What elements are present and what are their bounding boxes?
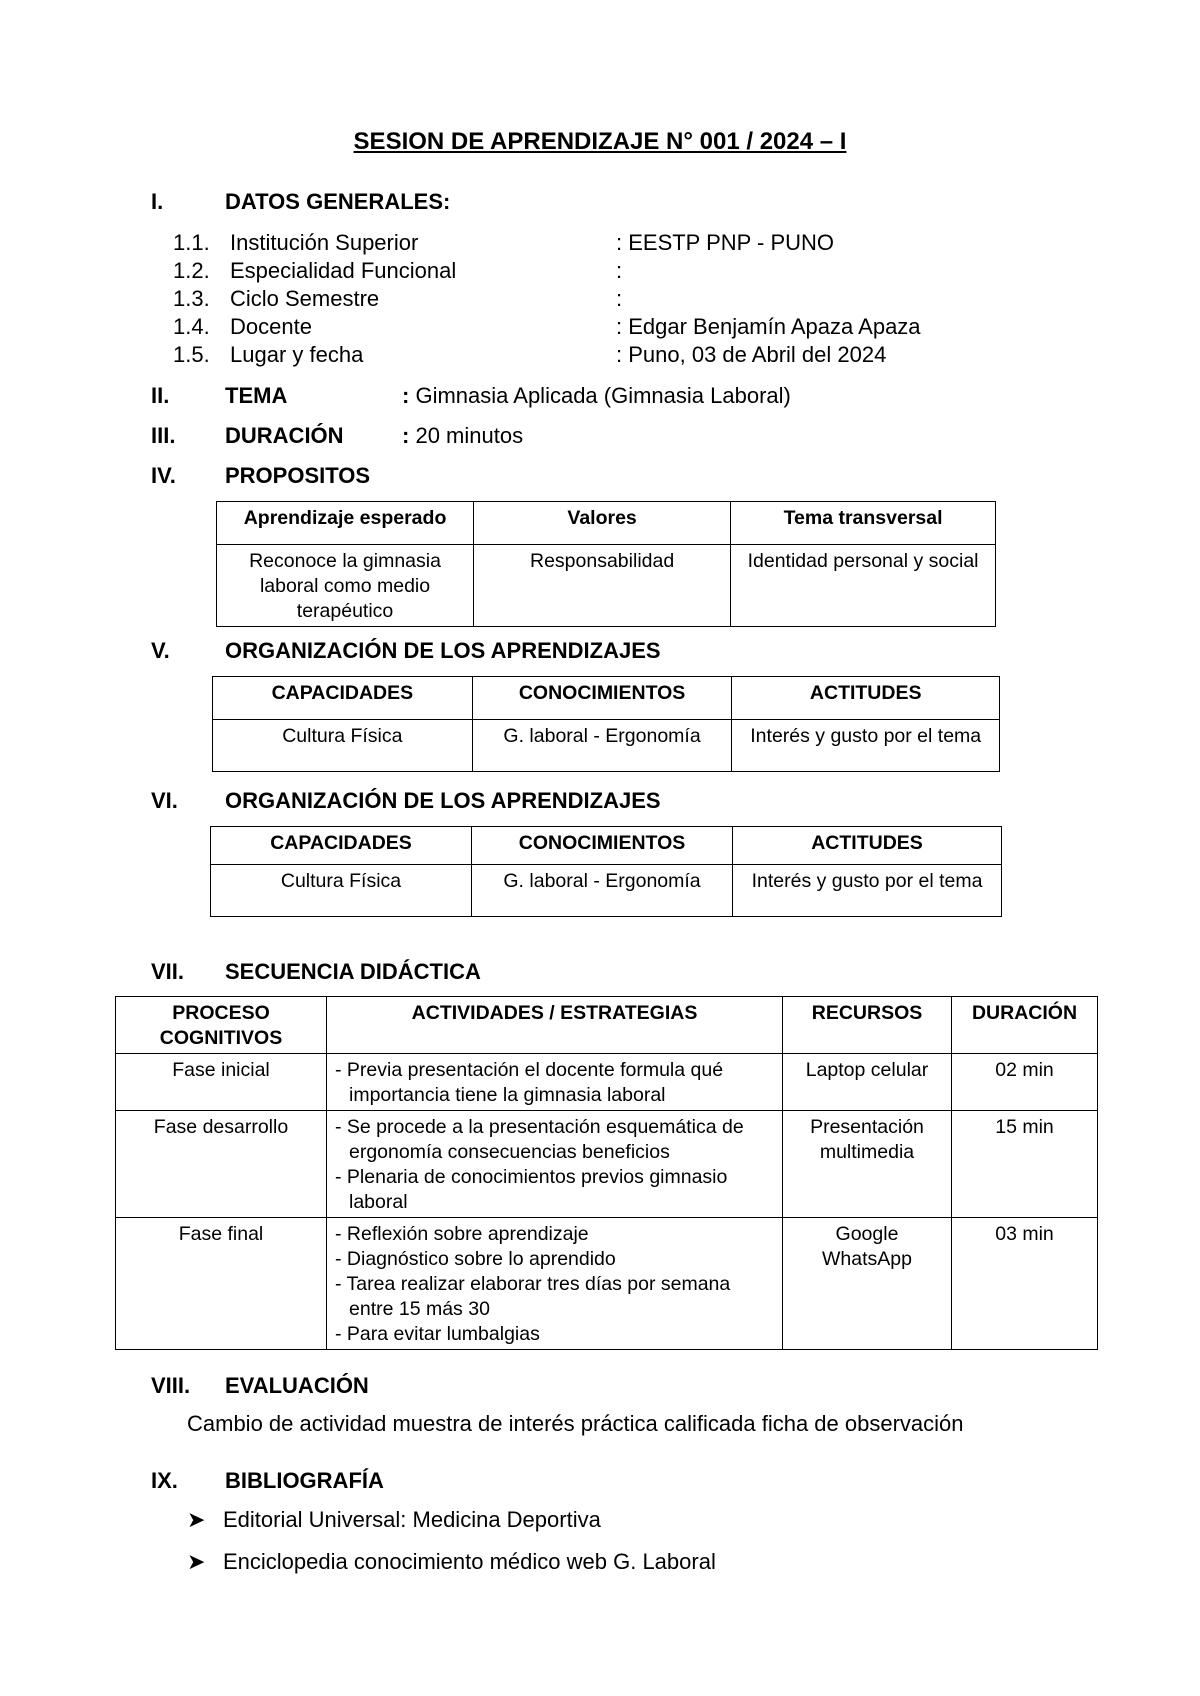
section-title: ORGANIZACIÓN DE LOS APRENDIZAJES xyxy=(225,638,661,663)
table-header-row xyxy=(217,502,996,545)
section-secuencia-heading xyxy=(151,959,481,985)
section-number: II. xyxy=(151,383,170,408)
section-number: III. xyxy=(151,423,176,448)
section-title: SECUENCIA DIDÁCTICA xyxy=(225,959,481,984)
section-number: VIII. xyxy=(151,1373,191,1398)
item-label: Institución Superior xyxy=(230,230,419,255)
item-value: : Edgar Benjamín Apaza Apaza xyxy=(616,314,921,339)
header-cell: ACTITUDES xyxy=(732,677,1000,720)
table-cell: Reconoce la gimnasia laboral como medio terapéutico xyxy=(217,545,474,627)
table-row xyxy=(217,545,996,627)
section-number: IV. xyxy=(151,463,176,488)
table-cell: Cultura Física xyxy=(213,720,473,772)
duracion-cell: 02 min xyxy=(952,1054,1098,1111)
section-number: VI. xyxy=(151,788,178,813)
header-cell: CONOCIMIENTOS xyxy=(472,677,732,720)
organizacion-table xyxy=(212,676,1000,772)
table-cell: Interés y gusto por el tema xyxy=(733,865,1002,917)
actividad-item: - Diagnóstico sobre lo aprendido xyxy=(335,1248,616,1270)
section-propositos-heading xyxy=(151,463,370,489)
bibliografia-text: Enciclopedia conocimiento médico web G. Laboral xyxy=(223,1549,716,1574)
header-cell: CAPACIDADES xyxy=(211,827,472,865)
item-label: Lugar y fecha xyxy=(230,342,364,367)
proceso-cell: Fase final xyxy=(116,1218,327,1350)
arrow-bullet-icon: ➤ xyxy=(187,1549,206,1574)
secuencia-table xyxy=(115,996,1098,1350)
table-row xyxy=(213,720,1000,772)
item-number: 1.4. xyxy=(173,314,210,339)
arrow-bullet-icon: ➤ xyxy=(187,1507,206,1532)
recursos-cell: Presentación multimedia xyxy=(783,1111,952,1218)
actividades-cell xyxy=(327,1054,783,1111)
actividad-item: - Tarea realizar elaborar tres días por semana entre 15 más 30 xyxy=(335,1273,731,1320)
item-number: 1.3. xyxy=(173,286,210,311)
actividad-item: - Se procede a la presentación esquemática de ergonomía consecuencias beneficios xyxy=(335,1116,744,1163)
section-title: EVALUACIÓN xyxy=(225,1373,369,1398)
duracion-cell: 15 min xyxy=(952,1111,1098,1218)
header-cell: CONOCIMIENTOS xyxy=(472,827,733,865)
table-cell: G. laboral - Ergonomía xyxy=(472,720,732,772)
actividades-cell xyxy=(327,1111,783,1218)
section-bibliografia-heading xyxy=(151,1468,384,1494)
section-title: PROPOSITOS xyxy=(225,463,371,488)
header-cell: Valores xyxy=(474,502,731,545)
header-cell: Aprendizaje esperado xyxy=(217,502,474,545)
propositos-table xyxy=(216,501,996,627)
section-title: DATOS GENERALES: xyxy=(225,189,451,214)
section-number: IX. xyxy=(151,1468,178,1493)
table-row xyxy=(116,1054,1098,1111)
section-organizacion-repeat-heading xyxy=(151,788,661,814)
section-tema-heading xyxy=(151,383,287,409)
table-row xyxy=(116,1218,1098,1350)
evaluacion-text: Cambio de actividad muestra de interés práctica calificada ficha de observación xyxy=(187,1411,964,1436)
section-number: VII. xyxy=(151,959,185,984)
table-cell: Interés y gusto por el tema xyxy=(732,720,1000,772)
section-number: I. xyxy=(151,189,164,214)
recursos-cell: Google WhatsApp xyxy=(783,1218,952,1350)
table-header-row xyxy=(213,677,1000,720)
item-label: Especialidad Funcional xyxy=(230,258,457,283)
item-value: : Puno, 03 de Abril del 2024 xyxy=(616,342,887,367)
item-number: 1.2. xyxy=(173,258,210,283)
header-cell: ACTITUDES xyxy=(733,827,1002,865)
duracion-cell: 03 min xyxy=(952,1218,1098,1350)
item-label: Docente xyxy=(230,314,312,339)
table-cell: G. laboral - Ergonomía xyxy=(472,865,733,917)
actividad-item: - Para evitar lumbalgias xyxy=(335,1323,540,1345)
proceso-cell: Fase desarrollo xyxy=(116,1111,327,1218)
table-header-row xyxy=(211,827,1002,865)
actividad-item: - Previa presentación el docente formula qué importancia tiene la gimnasia laboral xyxy=(335,1059,724,1106)
section-title: TEMA xyxy=(225,383,288,408)
actividad-item: - Reflexión sobre aprendizaje xyxy=(335,1223,589,1245)
header-cell: PROCESO COGNITIVOS xyxy=(116,997,327,1054)
section-title: DURACIÓN xyxy=(225,423,344,448)
organizacion-repeat-table xyxy=(210,826,1002,917)
header-cell: ACTIVIDADES / ESTRATEGIAS xyxy=(327,997,783,1054)
header-cell: CAPACIDADES xyxy=(213,677,473,720)
actividad-item: - Plenaria de conocimientos previos gimnasio laboral xyxy=(335,1166,728,1213)
section-number: V. xyxy=(151,638,170,663)
duracion-text: 20 minutos xyxy=(415,423,524,448)
duracion-value xyxy=(402,423,523,449)
table-header-row xyxy=(116,997,1098,1054)
tema-colon: : xyxy=(402,383,410,408)
document-title: SESION DE APRENDIZAJE N° 001 / 2024 – I xyxy=(353,128,847,155)
item-number: 1.1. xyxy=(173,230,210,255)
bibliografia-text: Editorial Universal: Medicina Deportiva xyxy=(223,1507,601,1532)
section-datos-generales-heading xyxy=(151,189,450,215)
section-evaluacion-heading xyxy=(151,1373,369,1399)
item-label: Ciclo Semestre xyxy=(230,286,380,311)
table-row xyxy=(211,865,1002,917)
section-organizacion-heading xyxy=(151,638,661,664)
header-cell: DURACIÓN xyxy=(952,997,1098,1054)
table-cell: Identidad personal y social xyxy=(731,545,996,627)
bibliografia-item xyxy=(187,1507,601,1533)
proceso-cell: Fase inicial xyxy=(116,1054,327,1111)
duracion-colon: : xyxy=(402,423,410,448)
table-cell: Cultura Física xyxy=(211,865,472,917)
recursos-cell: Laptop celular xyxy=(783,1054,952,1111)
tema-value xyxy=(402,383,791,409)
header-cell: RECURSOS xyxy=(783,997,952,1054)
bibliografia-item xyxy=(187,1549,716,1575)
table-cell: Responsabilidad xyxy=(474,545,731,627)
actividades-cell xyxy=(327,1218,783,1350)
item-value: : EESTP PNP - PUNO xyxy=(616,230,835,255)
header-cell: Tema transversal xyxy=(731,502,996,545)
item-value: : xyxy=(616,286,623,311)
item-value: : xyxy=(616,258,623,283)
section-title: BIBLIOGRAFÍA xyxy=(225,1468,384,1493)
table-row xyxy=(116,1111,1098,1218)
section-title: ORGANIZACIÓN DE LOS APRENDIZAJES xyxy=(225,788,661,813)
section-duracion-heading xyxy=(151,423,344,449)
tema-text: Gimnasia Aplicada (Gimnasia Laboral) xyxy=(415,383,791,408)
item-number: 1.5. xyxy=(173,342,210,367)
